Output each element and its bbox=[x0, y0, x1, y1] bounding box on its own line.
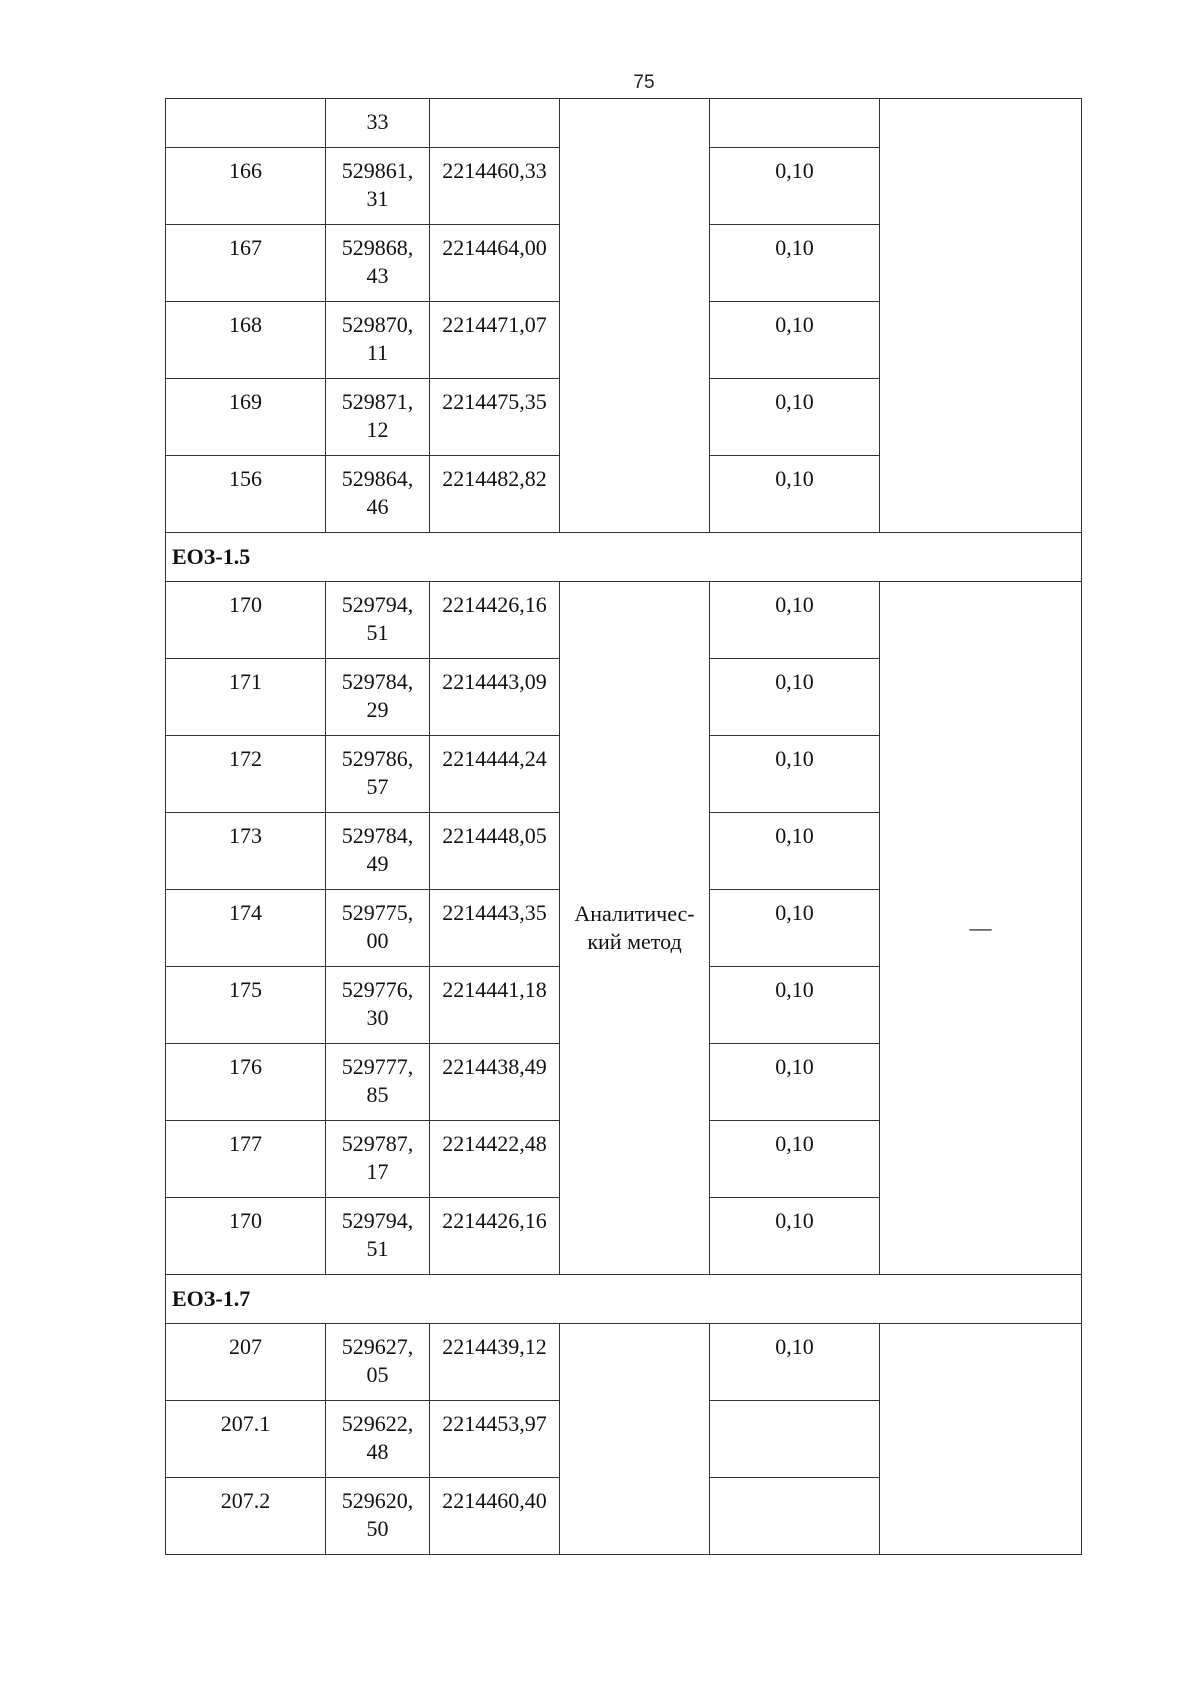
point-number-cell: 166 bbox=[166, 148, 326, 225]
coord-x-cell bbox=[326, 1324, 430, 1401]
coord-x-integer-part: 529864, bbox=[341, 466, 414, 491]
coord-x-fraction-part: 57 bbox=[366, 774, 389, 799]
coord-x-integer-part: 529787, bbox=[341, 1131, 414, 1156]
coord-y-cell: 2214439,12 bbox=[430, 1324, 560, 1401]
coord-x-cell bbox=[326, 736, 430, 813]
accuracy-cell: 0,10 bbox=[710, 302, 880, 379]
coord-x-fraction-part: 31 bbox=[366, 186, 389, 211]
coord-x-cell bbox=[326, 1478, 430, 1555]
point-number-cell: 207.1 bbox=[166, 1401, 326, 1478]
point-number-cell: 177 bbox=[166, 1121, 326, 1198]
accuracy-cell bbox=[710, 1401, 880, 1478]
coord-x-cell bbox=[326, 1121, 430, 1198]
table-row bbox=[166, 99, 1082, 148]
coord-y-cell: 2214460,33 bbox=[430, 148, 560, 225]
section-header-row bbox=[166, 533, 1082, 582]
note-cell: — bbox=[880, 582, 1082, 1275]
coord-x-integer-part: 529861, bbox=[341, 158, 414, 183]
note-cell bbox=[880, 99, 1082, 533]
coord-x-integer-part: 529794, bbox=[341, 1208, 414, 1233]
coord-x-fraction-part: 30 bbox=[366, 1005, 389, 1030]
coord-x-integer-part: 529777, bbox=[341, 1054, 414, 1079]
coord-x-cell bbox=[326, 225, 430, 302]
accuracy-cell: 0,10 bbox=[710, 1198, 880, 1275]
point-number-cell: 173 bbox=[166, 813, 326, 890]
coord-y-cell: 2214443,09 bbox=[430, 659, 560, 736]
coord-y-cell: 2214441,18 bbox=[430, 967, 560, 1044]
coord-y-cell: 2214464,00 bbox=[430, 225, 560, 302]
coord-x-cell bbox=[326, 1044, 430, 1121]
coord-y-cell: 2214426,16 bbox=[430, 1198, 560, 1275]
point-number-cell: 167 bbox=[166, 225, 326, 302]
point-number-cell bbox=[166, 99, 326, 148]
accuracy-cell: 0,10 bbox=[710, 379, 880, 456]
accuracy-cell: 0,10 bbox=[710, 1044, 880, 1121]
coord-x-integer-part: 529870, bbox=[341, 312, 414, 337]
coord-x-fraction-part: 43 bbox=[366, 263, 389, 288]
point-number-cell: 174 bbox=[166, 890, 326, 967]
method-cell bbox=[560, 582, 710, 1275]
page-number: 75 bbox=[633, 72, 655, 93]
accuracy-cell: 0,10 bbox=[710, 659, 880, 736]
coord-x-fraction-part: 12 bbox=[366, 417, 389, 442]
coord-x-fraction-part: 00 bbox=[366, 928, 389, 953]
section-title: ЕОЗ-1.7 bbox=[166, 1275, 1082, 1324]
coord-x-cell bbox=[326, 967, 430, 1044]
coord-x-integer-part: 529776, bbox=[341, 977, 414, 1002]
coord-x-integer-part: 529794, bbox=[341, 592, 414, 617]
coord-x-cell bbox=[326, 813, 430, 890]
coord-y-cell: 2214453,97 bbox=[430, 1401, 560, 1478]
accuracy-cell: 0,10 bbox=[710, 813, 880, 890]
coord-x-cell bbox=[326, 890, 430, 967]
coord-x-integer-part: 529620, bbox=[341, 1488, 414, 1513]
accuracy-cell: 0,10 bbox=[710, 225, 880, 302]
coord-x-fraction-part: 05 bbox=[366, 1362, 389, 1387]
coord-y-cell: 2214443,35 bbox=[430, 890, 560, 967]
coord-x-integer-part: 529775, bbox=[341, 900, 414, 925]
accuracy-cell: 0,10 bbox=[710, 582, 880, 659]
point-number-cell: 175 bbox=[166, 967, 326, 1044]
coord-x-cell bbox=[326, 659, 430, 736]
coord-x-integer-part: 529627, bbox=[341, 1334, 414, 1359]
coord-y-cell bbox=[430, 99, 560, 148]
method-cell bbox=[560, 1324, 710, 1555]
point-number-cell: 169 bbox=[166, 379, 326, 456]
coord-x-cell bbox=[326, 379, 430, 456]
coord-y-cell: 2214471,07 bbox=[430, 302, 560, 379]
accuracy-cell bbox=[710, 99, 880, 148]
coord-x-integer-part: 529868, bbox=[341, 235, 414, 260]
coord-x-integer-part: 529622, bbox=[341, 1411, 414, 1436]
point-number-cell: 171 bbox=[166, 659, 326, 736]
coord-x-fraction-part: 51 bbox=[366, 1236, 389, 1261]
point-number-cell: 207 bbox=[166, 1324, 326, 1401]
accuracy-cell: 0,10 bbox=[710, 967, 880, 1044]
coord-x-fraction-part: 85 bbox=[366, 1082, 389, 1107]
accuracy-cell: 0,10 bbox=[710, 1121, 880, 1198]
coord-x-fraction-part: 49 bbox=[366, 851, 389, 876]
coord-x-cell bbox=[326, 99, 430, 148]
coord-x-fraction-part: 29 bbox=[366, 697, 389, 722]
section-title: ЕОЗ-1.5 bbox=[166, 533, 1082, 582]
point-number-cell: 168 bbox=[166, 302, 326, 379]
coordinates-table bbox=[165, 98, 1082, 1555]
coord-x-fraction-part: 46 bbox=[366, 494, 389, 519]
coord-x-integer-part: 529784, bbox=[341, 669, 414, 694]
coord-x-cell bbox=[326, 1198, 430, 1275]
method-cell bbox=[560, 99, 710, 533]
accuracy-cell: 0,10 bbox=[710, 1324, 880, 1401]
table-row bbox=[166, 1324, 1082, 1401]
point-number-cell: 176 bbox=[166, 1044, 326, 1121]
accuracy-cell: 0,10 bbox=[710, 736, 880, 813]
table-row bbox=[166, 582, 1082, 659]
point-number-cell: 207.2 bbox=[166, 1478, 326, 1555]
coord-x-integer-part: 529871, bbox=[341, 389, 414, 414]
coord-y-cell: 2214438,49 bbox=[430, 1044, 560, 1121]
accuracy-cell: 0,10 bbox=[710, 456, 880, 533]
method-text-line: Аналитичес- bbox=[574, 901, 695, 926]
note-cell bbox=[880, 1324, 1082, 1555]
coord-x-cell bbox=[326, 582, 430, 659]
point-number-cell: 170 bbox=[166, 1198, 326, 1275]
coord-y-cell: 2214448,05 bbox=[430, 813, 560, 890]
coord-x-integer-part: 529784, bbox=[341, 823, 414, 848]
coord-x-integer-part: 33 bbox=[366, 109, 389, 134]
coord-y-cell: 2214482,82 bbox=[430, 456, 560, 533]
coord-y-cell: 2214426,16 bbox=[430, 582, 560, 659]
coord-y-cell: 2214460,40 bbox=[430, 1478, 560, 1555]
section-header-row bbox=[166, 1275, 1082, 1324]
accuracy-cell: 0,10 bbox=[710, 890, 880, 967]
coord-y-cell: 2214422,48 bbox=[430, 1121, 560, 1198]
coord-y-cell: 2214444,24 bbox=[430, 736, 560, 813]
accuracy-cell bbox=[710, 1478, 880, 1555]
coord-x-integer-part: 529786, bbox=[341, 746, 414, 771]
method-text-line: кий метод bbox=[587, 929, 682, 954]
coord-y-cell: 2214475,35 bbox=[430, 379, 560, 456]
point-number-cell: 156 bbox=[166, 456, 326, 533]
coord-x-fraction-part: 17 bbox=[366, 1159, 389, 1184]
coord-x-cell bbox=[326, 148, 430, 225]
point-number-cell: 172 bbox=[166, 736, 326, 813]
accuracy-cell: 0,10 bbox=[710, 148, 880, 225]
coord-x-fraction-part: 11 bbox=[366, 340, 389, 365]
coord-x-cell bbox=[326, 302, 430, 379]
coord-x-cell bbox=[326, 456, 430, 533]
point-number-cell: 170 bbox=[166, 582, 326, 659]
coord-x-fraction-part: 50 bbox=[366, 1516, 389, 1541]
coord-x-fraction-part: 48 bbox=[366, 1439, 389, 1464]
coord-x-fraction-part: 51 bbox=[366, 620, 389, 645]
coord-x-cell bbox=[326, 1401, 430, 1478]
